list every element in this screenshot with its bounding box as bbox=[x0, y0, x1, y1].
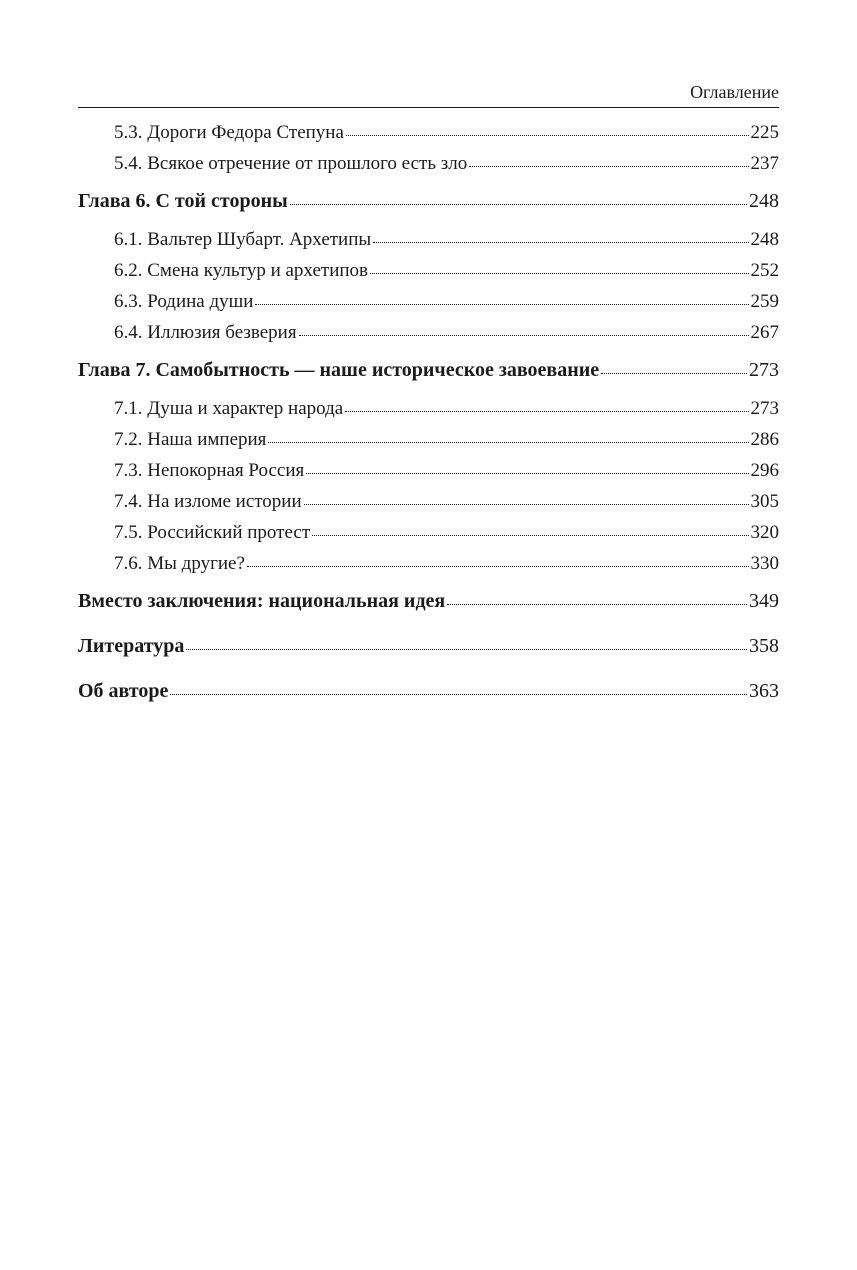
toc-leader-dots bbox=[447, 603, 747, 605]
toc-entry[interactable] bbox=[78, 148, 779, 179]
toc-entry-page: 349 bbox=[749, 590, 779, 612]
toc-entry-title: 7.5. Российский протест bbox=[114, 522, 311, 543]
toc-entry[interactable] bbox=[78, 579, 779, 624]
toc-leader-dots bbox=[312, 534, 748, 536]
toc-leader-dots bbox=[247, 565, 749, 567]
toc-entry[interactable] bbox=[78, 393, 779, 424]
toc-entry-page: 305 bbox=[750, 491, 779, 512]
toc-entry[interactable] bbox=[78, 517, 779, 548]
toc-entry-title: 7.6. Мы другие? bbox=[114, 553, 245, 574]
running-head: Оглавление bbox=[690, 82, 779, 102]
toc-entry[interactable] bbox=[78, 548, 779, 579]
toc-entry-title: Глава 6. С той стороны bbox=[78, 190, 288, 212]
toc-leader-dots bbox=[346, 134, 749, 136]
toc-leader-dots bbox=[299, 334, 749, 336]
toc-entry[interactable] bbox=[78, 255, 779, 286]
table-of-contents bbox=[78, 117, 779, 714]
toc-entry-title: Глава 7. Самобытность — наше историческое завоевание bbox=[78, 359, 600, 381]
toc-entry-title: 7.1. Душа и характер народа bbox=[114, 398, 344, 419]
toc-leader-dots bbox=[345, 410, 748, 412]
toc-entry-page: 330 bbox=[750, 553, 779, 574]
toc-entry[interactable] bbox=[78, 224, 779, 255]
toc-entry[interactable] bbox=[78, 455, 779, 486]
toc-leader-dots bbox=[170, 693, 747, 695]
toc-entry-page: 267 bbox=[750, 322, 779, 343]
toc-leader-dots bbox=[306, 472, 748, 474]
toc-leader-dots bbox=[255, 303, 748, 305]
toc-entry-title: 7.3. Непокорная Россия bbox=[114, 460, 305, 481]
toc-entry-title: Вместо заключения: национальная идея bbox=[78, 590, 446, 612]
toc-entry-page: 248 bbox=[749, 190, 779, 212]
toc-entry-title: 6.4. Иллюзия безверия bbox=[114, 322, 297, 343]
toc-entry-page: 286 bbox=[750, 429, 779, 450]
toc-entry-page: 237 bbox=[750, 153, 779, 174]
toc-entry-page: 259 bbox=[750, 291, 779, 312]
toc-entry[interactable] bbox=[78, 179, 779, 224]
toc-leader-dots bbox=[290, 203, 747, 205]
toc-entry-title: 6.2. Смена культур и архетипов bbox=[114, 260, 369, 281]
toc-entry-page: 358 bbox=[749, 635, 779, 657]
toc-entry-page: 248 bbox=[750, 229, 779, 250]
toc-leader-dots bbox=[370, 272, 748, 274]
header-rule bbox=[78, 107, 779, 108]
toc-leader-dots bbox=[601, 372, 747, 374]
toc-entry[interactable] bbox=[78, 669, 779, 714]
toc-entry-title: 6.3. Родина души bbox=[114, 291, 254, 312]
toc-leader-dots bbox=[373, 241, 748, 243]
toc-entry-title: Об авторе bbox=[78, 680, 169, 702]
toc-entry-title: 7.4. На изломе истории bbox=[114, 491, 302, 512]
toc-entry-title: 5.3. Дороги Федора Степуна bbox=[114, 122, 344, 143]
toc-entry-title: 6.1. Вальтер Шубарт. Архетипы bbox=[114, 229, 372, 250]
toc-leader-dots bbox=[268, 441, 748, 443]
toc-entry-title: Литература bbox=[78, 635, 185, 657]
toc-entry[interactable] bbox=[78, 117, 779, 148]
toc-entry-page: 225 bbox=[750, 122, 779, 143]
toc-entry[interactable] bbox=[78, 286, 779, 317]
toc-leader-dots bbox=[304, 503, 749, 505]
toc-entry[interactable] bbox=[78, 486, 779, 517]
toc-entry-page: 252 bbox=[750, 260, 779, 281]
toc-leader-dots bbox=[469, 165, 748, 167]
toc-entry-title: 5.4. Всякое отречение от прошлого есть зло bbox=[114, 153, 468, 174]
toc-entry[interactable] bbox=[78, 348, 779, 393]
toc-entry[interactable] bbox=[78, 624, 779, 669]
toc-entry-page: 273 bbox=[749, 359, 779, 381]
toc-entry-page: 320 bbox=[750, 522, 779, 543]
toc-entry-page: 296 bbox=[750, 460, 779, 481]
toc-entry[interactable] bbox=[78, 317, 779, 348]
toc-entry-page: 273 bbox=[750, 398, 779, 419]
toc-entry[interactable] bbox=[78, 424, 779, 455]
toc-leader-dots bbox=[186, 648, 747, 650]
toc-entry-title: 7.2. Наша империя bbox=[114, 429, 267, 450]
toc-entry-page: 363 bbox=[749, 680, 779, 702]
